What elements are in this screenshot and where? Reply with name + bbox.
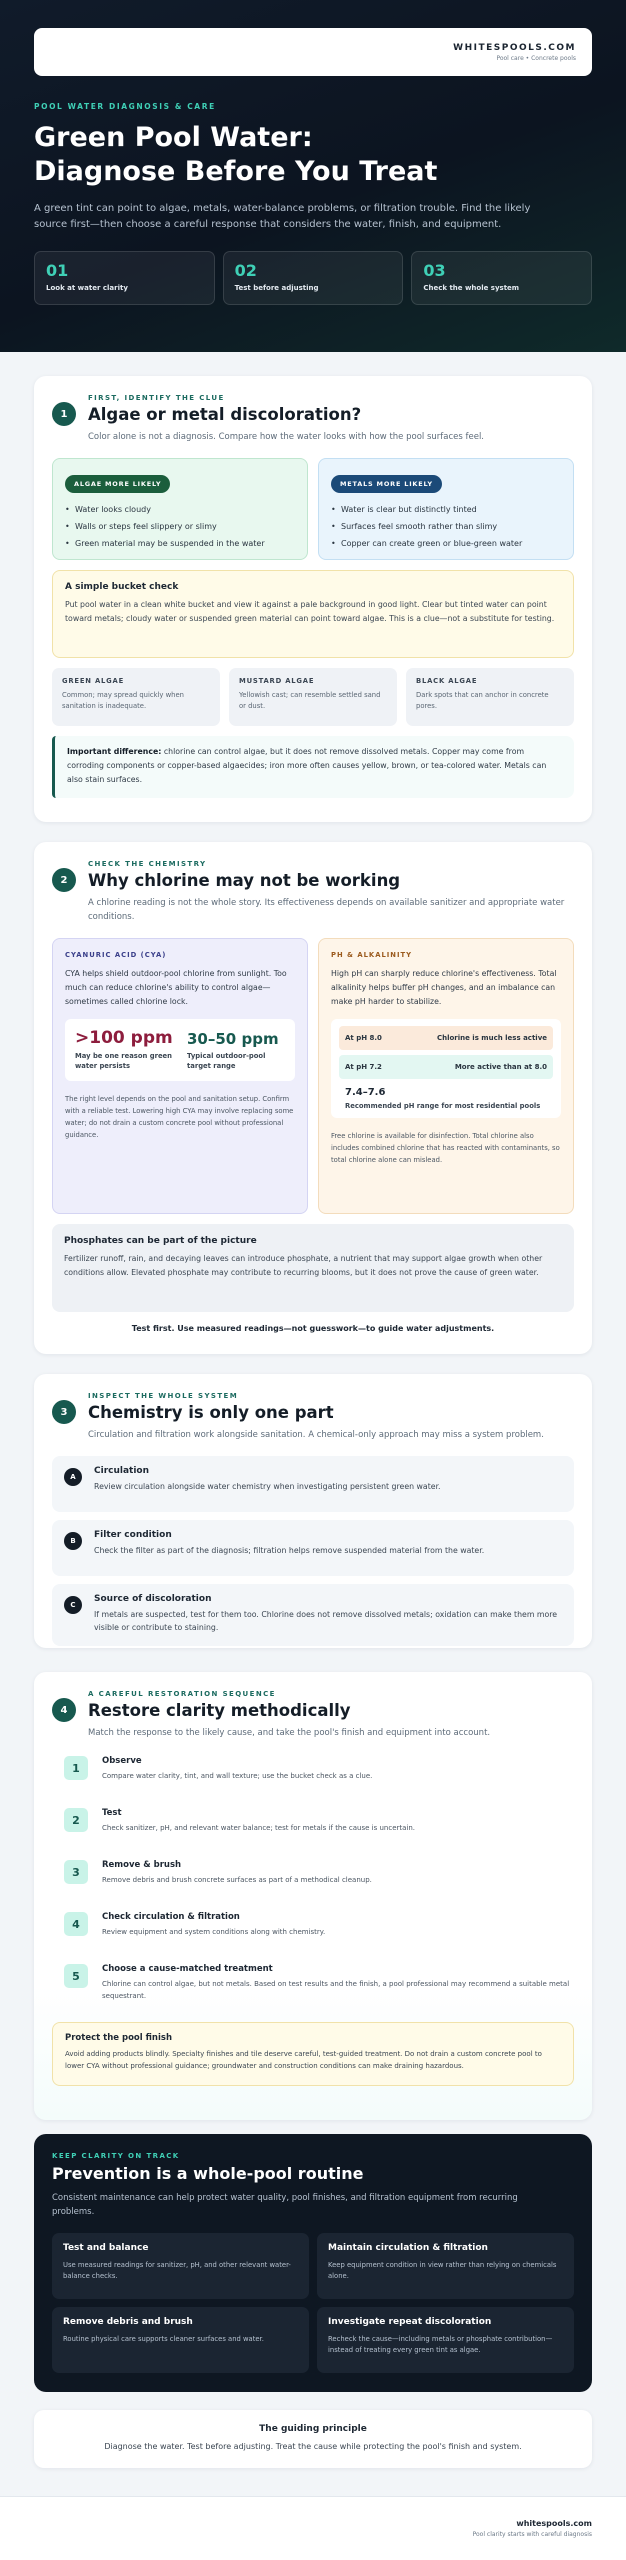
phosphate-callout: [52, 1224, 574, 1312]
step-title: Observe: [102, 1756, 142, 1766]
hero-step-label: Check the whole system: [423, 284, 520, 292]
hero-step-number: 02: [234, 261, 257, 280]
section-header: [52, 394, 574, 444]
system-item-text: Review circulation alongside water chemistry when investigating persistent green water.: [94, 1482, 441, 1491]
footer-brand[interactable]: whitespools.com: [516, 2519, 592, 2528]
brand-name[interactable]: WHITESPOOLS.COM: [453, 42, 576, 53]
page-title-line-2: Diagnose Before You Treat: [34, 156, 438, 187]
brand-tagline: Pool care • Concrete pools: [496, 54, 576, 62]
ph-range-caption: Recommended pH range for most residential pools: [345, 1102, 541, 1110]
restoration-step: [52, 1912, 574, 1954]
cya-high-value: >100 ppm: [75, 1028, 173, 1048]
cya-high-stat: [75, 1028, 173, 1072]
prevention-card: [52, 2307, 309, 2373]
restoration-step: [52, 1756, 574, 1798]
hero-lead: A green tint can point to algae, metals, water-balance problems, or filtration trouble. Find the likely source first—then choose a careful response that considers the water, finish, and equipment.: [34, 203, 531, 230]
hero-step-number: 01: [46, 261, 69, 280]
system-item: [52, 1456, 574, 1512]
step-text: Remove debris and brush concrete surfaces as part of a methodical cleanup.: [102, 1876, 372, 1884]
top-bar: [34, 28, 592, 76]
hero-step-label: Test before adjusting: [234, 284, 319, 292]
prevention-eyebrow: KEEP CLARITY ON TRACK: [52, 2152, 180, 2160]
ph-row: [339, 1026, 553, 1050]
important-text: chlorine can control algae, but it does not remove dissolved metals. Copper may come from corroding components or copper-based algaecides; iron more often causes yellow, brown, or tea-colored water. Metals can also stain surfaces.: [67, 747, 547, 784]
cya-card: [52, 938, 308, 1214]
cya-note: The right level depends on the pool and sanitation setup. Confirm with a reliable test. Lowering high CYA may involve replacing some water; do not drain a custom concrete pool without professional guidance.: [65, 1095, 294, 1139]
ph-text: High pH can sharply reduce chlorine's effectiveness. Total alkalinity helps buffer pH changes, and an imbalance can make pH harder to stabilize.: [331, 969, 557, 1006]
section-identify-clue: [34, 376, 592, 822]
restoration-step: [52, 1860, 574, 1902]
cya-target-stat: [187, 1028, 285, 1072]
hero-step: [411, 251, 592, 305]
prevention-card: [317, 2233, 574, 2299]
system-item-text: Check the filter as part of the diagnosis; filtration helps remove suspended material from the water.: [94, 1546, 485, 1555]
algae-likely-card: [52, 458, 308, 560]
protect-finish-text: Avoid adding products blindly. Specialty finishes and tile deserve careful, test-guided treatment. Do not drain a custom concrete pool to lower CYA without professional guidance; groundwater and construction conditions can make draining hazardous.: [65, 2050, 542, 2070]
footer-tagline: Pool clarity starts with careful diagnosis: [472, 2531, 592, 2538]
section-inspect-system: [34, 1374, 592, 1648]
list-item: • Surfaces feel smooth rather than slimy: [331, 518, 561, 535]
hero: [0, 0, 626, 352]
system-item-title: Circulation: [94, 1466, 150, 1476]
hero-step-number: 03: [423, 261, 446, 280]
page-title: [34, 121, 592, 189]
prevention-lead: Consistent maintenance can help protect water quality, pool finishes, and filtration equipment from recurring problems.: [52, 2193, 518, 2217]
ph-recommended-range: [339, 1087, 553, 1111]
important-label: Important difference:: [67, 747, 162, 756]
section-eyebrow: INSPECT THE WHOLE SYSTEM: [88, 1392, 239, 1400]
prevention-card-title: Test and balance: [63, 2243, 149, 2253]
section-title: Chemistry is only one part: [88, 1403, 334, 1422]
prevention-card: [52, 2233, 309, 2299]
bucket-check-title: A simple bucket check: [65, 582, 179, 592]
system-item-letter: C: [64, 1596, 82, 1614]
important-difference-note: [52, 736, 574, 798]
section-title: Algae or metal discoloration?: [88, 405, 362, 424]
algae-type-title: GREEN ALGAE: [62, 677, 125, 685]
metals-likely-pill: METALS MORE LIKELY: [331, 475, 442, 493]
section-header: [52, 1690, 574, 1740]
ph-row-value: More active than at 8.0: [454, 1063, 547, 1071]
system-item-letter: A: [64, 1468, 82, 1486]
bucket-check-callout: [52, 570, 574, 658]
section-lead: Circulation and filtration work alongside sanitation. A chemical-only approach may miss a system problem.: [88, 1430, 544, 1440]
section-check-chemistry: [34, 842, 592, 1354]
cya-stats: [65, 1019, 295, 1081]
algae-likely-pill: ALGAE MORE LIKELY: [65, 475, 170, 493]
section-number: 2: [52, 868, 76, 892]
bucket-check-text: Put pool water in a clean white bucket and view it against a pale background in good light. Clear but tinted water can point toward metals; cloudy water or suspended green material can point toward algae. This is a clue—not a substitute for testing.: [65, 600, 555, 623]
hero-step: [223, 251, 404, 305]
cya-high-caption: May be one reason green water persists: [75, 1052, 173, 1070]
metals-sign-list: [331, 501, 561, 552]
guiding-principle-text: Diagnose the water. Test before adjusting. Treat the cause while protecting the pool's finish and system.: [104, 2442, 522, 2451]
ph-row: [339, 1055, 553, 1079]
list-item: • Walls or steps feel slippery or slimy: [65, 518, 295, 535]
section-title: Why chlorine may not be working: [88, 871, 401, 890]
chemistry-factors: [52, 938, 574, 1214]
ph-row-label: At pH 7.2: [345, 1063, 382, 1071]
ph-row-value: Chlorine is much less active: [436, 1034, 547, 1042]
section-lead: Color alone is not a diagnosis. Compare how the water looks with how the pool surfaces feel.: [88, 432, 485, 442]
prevention-grid: [52, 2233, 574, 2373]
metals-likely-card: [318, 458, 574, 560]
protect-finish-callout: [52, 2022, 574, 2086]
cya-target-value: 30–50 ppm: [187, 1030, 279, 1048]
restoration-step: [52, 1964, 574, 2012]
restoration-step: [52, 1808, 574, 1850]
prevention-card-text: Keep equipment condition in view rather than relying on chemicals alone.: [328, 2261, 557, 2280]
list-item: • Green material may be suspended in the water: [65, 535, 295, 552]
system-item: [52, 1520, 574, 1576]
step-text: Compare water clarity, tint, and wall texture; use the bucket check as a clue.: [102, 1772, 373, 1780]
ph-row-label: At pH 8.0: [345, 1034, 382, 1042]
system-item-title: Source of discoloration: [94, 1594, 212, 1604]
guiding-principle: [34, 2410, 592, 2468]
section-number: 3: [52, 1400, 76, 1424]
list-item: • Water looks cloudy: [65, 501, 295, 518]
prevention-title: Prevention is a whole-pool routine: [52, 2164, 364, 2183]
phosphate-text: Fertilizer runoff, rain, and decaying leaves can introduce phosphate, a nutrient that may support algae growth when other conditions allow. Elevated phosphate may contribute to recurring blooms, but it does not prove the cause of green water.: [64, 1254, 543, 1277]
prevention-section: [34, 2134, 592, 2392]
hero-step: [34, 251, 215, 305]
likely-comparison: [52, 458, 574, 560]
section-restore-clarity: [34, 1672, 592, 2120]
cya-text: CYA helps shield outdoor-pool chlorine from sunlight. Too much can reduce chlorine's ability to control algae—sometimes called chlorine lock.: [65, 969, 287, 1006]
prevention-card-text: Routine physical care supports cleaner surfaces and water.: [63, 2335, 264, 2343]
section-number: 1: [52, 402, 76, 426]
algae-type-text: Dark spots that can anchor in concrete pores.: [416, 691, 549, 710]
prevention-card-text: Recheck the cause—including metals or phosphate contribution—instead of treating every green tint as algae.: [328, 2335, 553, 2354]
step-text: Chlorine can control algae, but not metals. Based on test results and the finish, a pool professional may recommend a suitable metal sequestrant.: [102, 1980, 570, 2000]
prevention-card-title: Investigate repeat discoloration: [328, 2317, 492, 2327]
step-title: Check circulation & filtration: [102, 1912, 240, 1922]
list-item: • Copper can create green or blue-green water: [331, 535, 561, 552]
hero-step-label: Look at water clarity: [46, 284, 128, 292]
section-eyebrow: A CAREFUL RESTORATION SEQUENCE: [88, 1690, 276, 1698]
step-number: 5: [64, 1964, 88, 1988]
algae-type-card: [229, 668, 397, 726]
section-number: 4: [52, 1698, 76, 1722]
step-number: 1: [64, 1756, 88, 1780]
algae-type-title: BLACK ALGAE: [416, 677, 478, 685]
section-title: Restore clarity methodically: [88, 1701, 351, 1720]
cya-target-caption: Typical outdoor-pool target range: [187, 1052, 266, 1070]
ph-alkalinity-card: [318, 938, 574, 1214]
phosphate-title: Phosphates can be part of the picture: [64, 1236, 257, 1246]
step-number: 4: [64, 1912, 88, 1936]
system-item: [52, 1584, 574, 1646]
system-item-text: If metals are suspected, test for them too. Chlorine does not remove dissolved metals; oxidation can make them more visible or contribute to staining.: [94, 1610, 558, 1632]
step-title: Remove & brush: [102, 1860, 182, 1870]
system-item-title: Filter condition: [94, 1530, 172, 1540]
prevention-card-text: Use measured readings for sanitizer, pH, and other relevant water-balance checks.: [63, 2261, 291, 2280]
ph-note: Free chlorine is available for disinfection. Total chlorine also includes combined chlorine that has reacted with contaminants, so total chlorine alone can mislead.: [331, 1132, 560, 1164]
prevention-card-title: Maintain circulation & filtration: [328, 2243, 488, 2253]
step-text: Review equipment and system conditions along with chemistry.: [102, 1928, 326, 1936]
section-lead: A chlorine reading is not the whole story. Its effectiveness depends on available sanitizer and appropriate water conditions.: [88, 898, 565, 922]
step-title: Choose a cause-matched treatment: [102, 1964, 273, 1974]
footer: [0, 2496, 626, 2560]
algae-types: [52, 668, 574, 726]
algae-type-title: MUSTARD ALGAE: [239, 677, 315, 685]
step-text: Check sanitizer, pH, and relevant water balance; test for metals if the cause is uncertain.: [102, 1824, 416, 1832]
page-title-line-1: Green Pool Water:: [34, 122, 313, 153]
algae-sign-list: [65, 501, 295, 552]
prevention-card: [317, 2307, 574, 2373]
hero-eyebrow: POOL WATER DIAGNOSIS & CARE: [34, 102, 216, 111]
step-number: 3: [64, 1860, 88, 1884]
test-first-statement: Test first. Use measured readings—not guesswork—to guide water adjustments.: [131, 1324, 495, 1333]
algae-type-card: [52, 668, 220, 726]
guiding-principle-title: The guiding principle: [259, 2424, 367, 2434]
cya-eyebrow: CYANURIC ACID (CYA): [65, 951, 167, 959]
algae-type-text: Yellowish cast; can resemble settled sand or dust.: [239, 691, 381, 710]
step-number: 2: [64, 1808, 88, 1832]
section-eyebrow: FIRST, IDENTIFY THE CLUE: [88, 394, 225, 402]
ph-range-value: 7.4–7.6: [345, 1087, 386, 1098]
section-lead: Match the response to the likely cause, and take the pool's finish and equipment into account.: [88, 1728, 491, 1738]
ph-comparison-table: [331, 1019, 561, 1118]
hero-steps: [34, 251, 592, 305]
section-header: [52, 860, 574, 924]
step-title: Test: [102, 1808, 122, 1818]
prevention-card-title: Remove debris and brush: [63, 2317, 193, 2327]
section-header: [52, 1392, 574, 1442]
system-item-letter: B: [64, 1532, 82, 1550]
protect-finish-title: Protect the pool finish: [65, 2033, 173, 2043]
algae-type-text: Common; may spread quickly when sanitation is inadequate.: [62, 691, 184, 710]
algae-type-card: [406, 668, 574, 726]
ph-eyebrow: PH & ALKALINITY: [331, 951, 413, 959]
section-eyebrow: CHECK THE CHEMISTRY: [88, 860, 207, 868]
list-item: • Water is clear but distinctly tinted: [331, 501, 561, 518]
